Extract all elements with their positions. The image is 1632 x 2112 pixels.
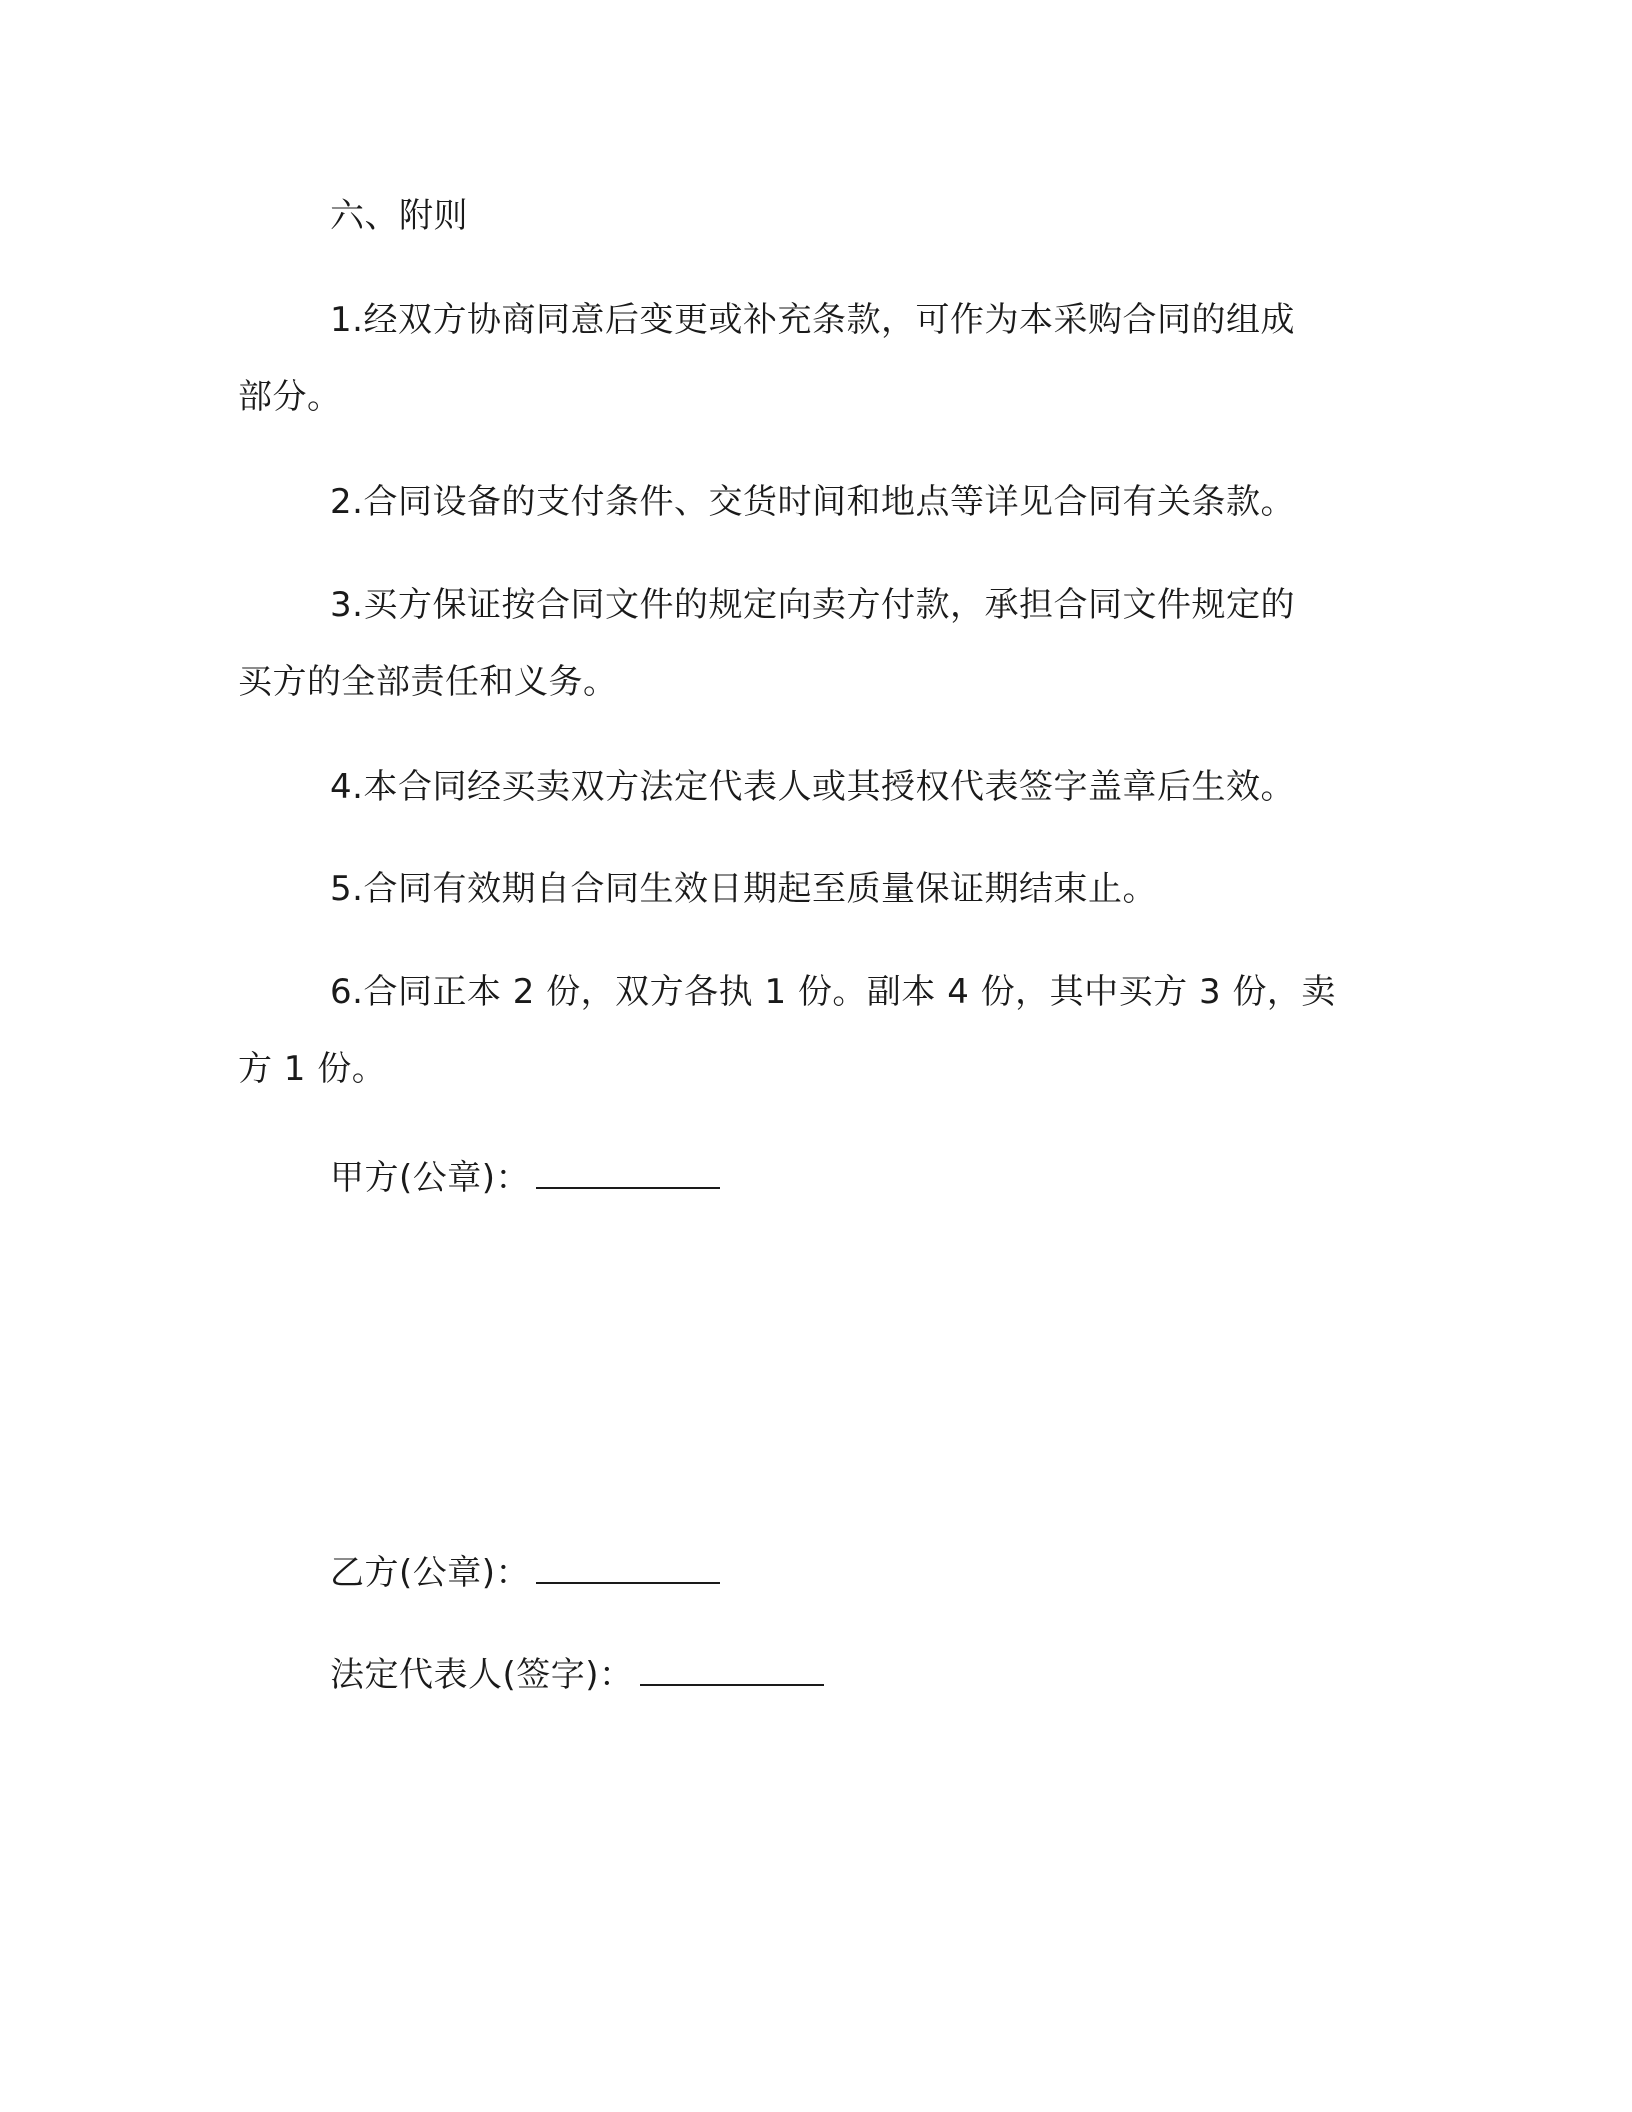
clause-3-line-2: 买方的全部责任和义务。 — [238, 662, 618, 702]
clause-3-line-1: 3.买方保证按合同文件的规定向卖方付款，承担合同文件规定的 — [330, 585, 1295, 625]
clause-6-line-2: 方 1 份。 — [238, 1049, 387, 1089]
party-a-signature-row — [330, 1153, 720, 1198]
clause-2-line-1: 2.合同设备的支付条件、交货时间和地点等详见合同有关条款。 — [330, 482, 1295, 522]
legal-rep-label: 法定代表人(签字)： — [330, 1655, 634, 1695]
legal-rep-signature-blank — [640, 1650, 824, 1686]
party-b-signature-row — [330, 1548, 720, 1593]
clause-1-line-2: 部分。 — [238, 377, 342, 417]
clause-6-line-1: 6.合同正本 2 份，双方各执 1 份。副本 4 份，其中买方 3 份，卖 — [330, 972, 1336, 1012]
clause-4-line-1: 4.本合同经买卖双方法定代表人或其授权代表签字盖章后生效。 — [330, 767, 1295, 807]
party-b-label: 乙方(公章)： — [330, 1553, 531, 1593]
party-b-signature-blank — [536, 1548, 720, 1584]
legal-rep-signature-row — [330, 1650, 824, 1695]
section-heading: 六、附则 — [330, 196, 468, 236]
clause-1-line-1: 1.经双方协商同意后变更或补充条款，可作为本采购合同的组成 — [330, 300, 1295, 340]
party-a-label: 甲方(公章)： — [330, 1158, 531, 1198]
clause-5-line-1: 5.合同有效期自合同生效日期起至质量保证期结束止。 — [330, 869, 1157, 909]
party-a-signature-blank — [536, 1153, 720, 1189]
